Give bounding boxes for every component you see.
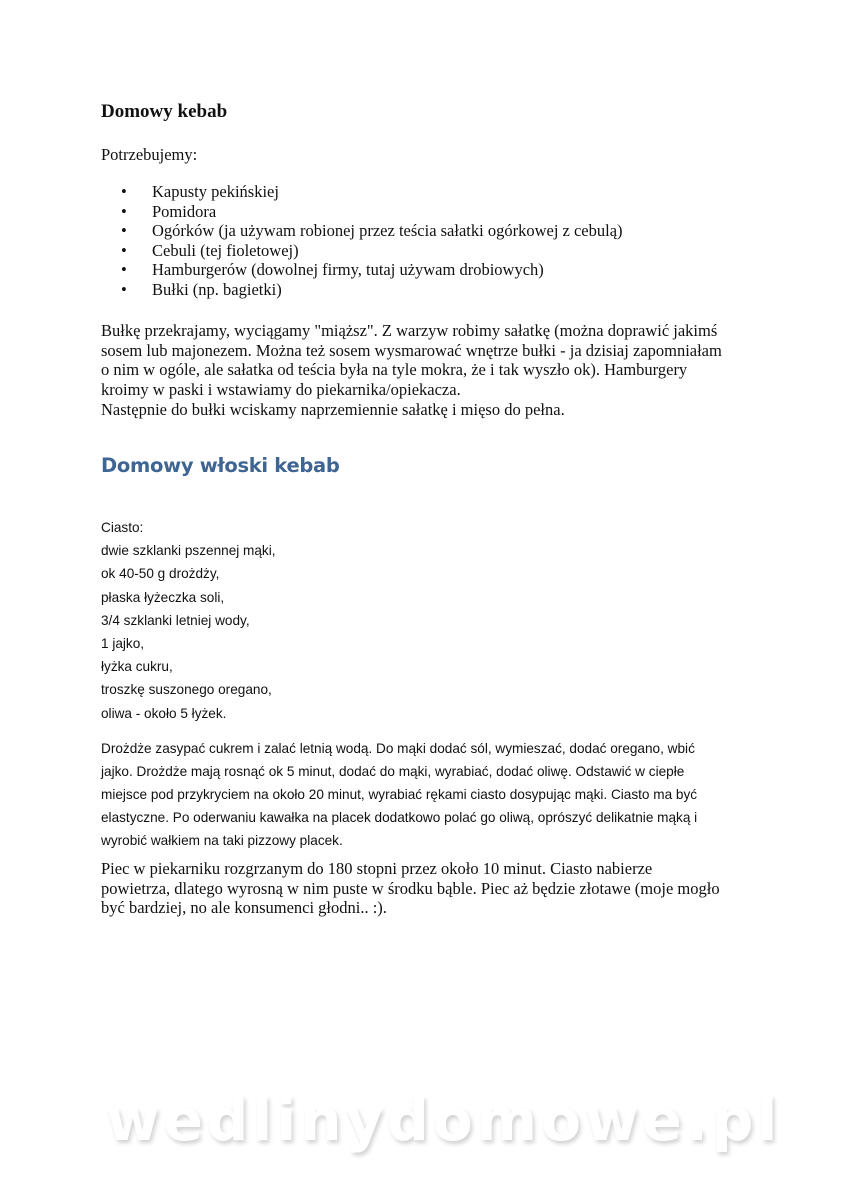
text-line: powietrza, dlatego wyrosną w nim puste w środku bąble. Piec aż będzie złotawe (moje mogło [101,878,720,898]
text-line: kroimy w paski i wstawiamy do piekarnika/opiekacza. [101,380,461,400]
text-line: jajko. Drożdże mają rosnąć ok 5 minut, dodać do mąki, wyrabiać, dodać oliwę. Odstawić w ciepłe [101,764,685,779]
text-line: sosem lub majonezem. Można też sosem wysmarować wnętrze bułki - ja dzisiaj zapomniałam [101,340,722,360]
text-line: Piec w piekarniku rozgrzanym do 180 stopni przez około 10 minut. Ciasto nabierze [101,859,653,878]
text-line: płaska łyżeczka soli, [101,589,225,605]
text-line: Bułkę przekrajamy, wyciągamy "miąższ". Z warzyw robimy sałatkę (można doprawić jakimś [101,321,718,340]
section-heading: Domowy włoski kebab [101,454,340,477]
recipe-title: Domowy kebab [101,101,228,122]
text-line: miejsce pod przykryciem na około 20 minut, wyrabiać rękami ciasto dosypując mąki. Ciasto ma być [101,787,698,802]
dough-ingredients [101,516,276,725]
text-line: elastyczne. Po oderwaniu kawałka na placek dodatkowo polać go oliwą, oprószyć delikatnie mąką i [101,810,698,825]
ingredients-intro: Potrzebujemy: [101,145,198,164]
list-item: • Cebuli (tej fioletowej) [118,241,623,261]
list-item: • Ogórków (ja używam robionej przez teścia sałatki ogórkowej z cebulą) [118,221,623,241]
text-line: ok 40-50 g drożdży, [101,566,220,582]
text-line: Następnie do bułki wciskamy naprzemiennie sałatkę i mięso do pełna. [101,399,565,419]
text-line: 3/4 szklanki letniej wody, [101,612,250,628]
ingredients-list [118,182,623,300]
text-line: Drożdże zasypać cukrem i zalać letnią wodą. Do mąki dodać sól, wymieszać, dodać oregano, wbić [101,741,695,756]
text-line: oliwa - około 5 łyżek. [101,705,227,721]
text-line: 1 jajko, [101,636,145,652]
text-line: dwie szklanki pszennej mąki, [101,543,276,559]
list-item: • Pomidora [118,202,623,222]
text-line: troszkę suszonego oregano, [101,682,272,698]
list-item: • Kapusty pekińskiej [118,182,623,202]
dough-method [101,737,697,852]
text-line: wyrobić wałkiem na taki pizzowy placek. [101,833,343,848]
list-item: • Hamburgerów (dowolnej firmy, tutaj używam drobiowych) [118,260,623,280]
baking-instructions [101,859,720,918]
text-line: być bardziej, no ale konsumenci głodni.. :). [101,898,387,918]
recipe-instructions [101,321,761,420]
text-line: o nim w ogóle, ale sałatka od teścia była na tyle mokra, że i tak wyszło ok). Hamburgery [101,360,688,380]
list-item: • Bułki (np. bagietki) [118,280,623,300]
text-line: Ciasto: [101,520,144,535]
text-line: łyżka cukru, [101,659,173,675]
watermark: wedlinydomowe.pl [106,1086,782,1154]
